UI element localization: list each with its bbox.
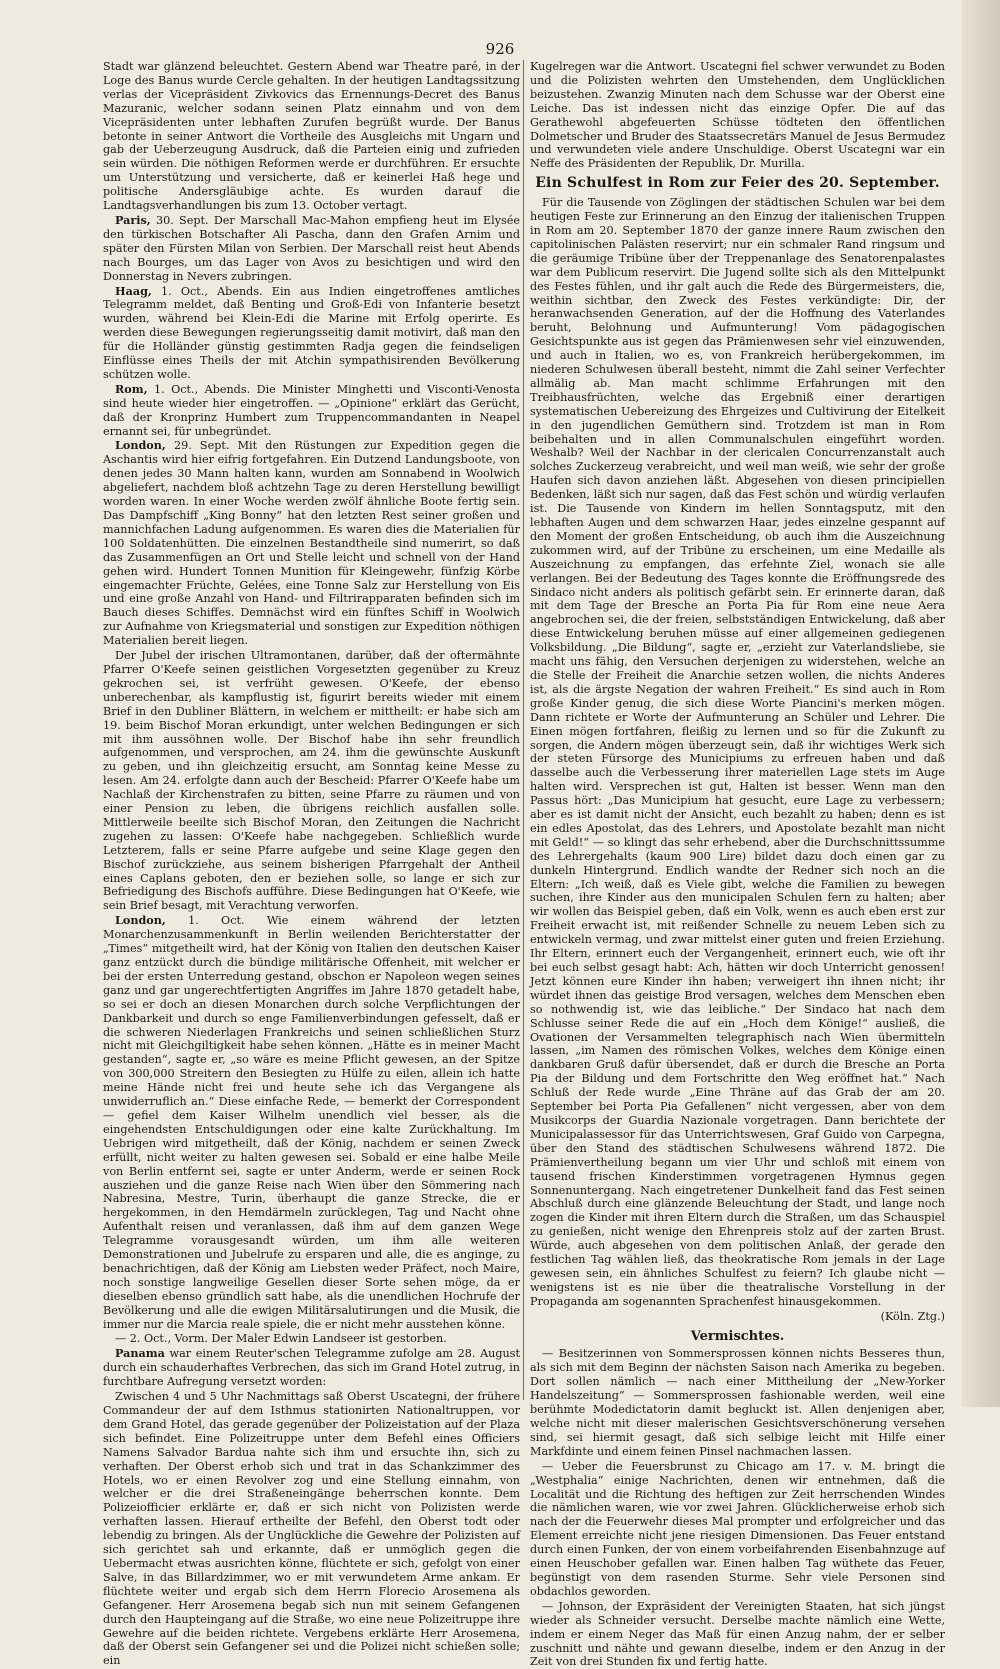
article-okeefe: Der Jubel der irischen Ultramontanen, darüber, daß der oftermähnte Pfarrer O'Keefe seinen geistlichen Vorgesetzten gegenüber zu Kreuz gekrochen sei, ist verfrüht gewesen. O'Keefe, der ebenso unberechenbar, als kampflustig ist, figurirt bereits wieder mit einem Brief in den Dubliner Blättern, in welchem er mittheilt: er habe sich am 19. beim Bischof Moran erkundigt, unter welchen Bedingungen er sich mit ihm aussöhnen wolle. Der Bischof habe ihn sehr freundlich aufgenommen, und versprochen, am 24. ihm die gewünschte Auskunft zu geben, und ihn gleichzeitig ersucht, am Sonntag keine Messe zu lesen. Am 24. erfolgte dann auch der Bescheid: Pfarrer O'Keefe habe um Nachlaß der Kirchenstrafen zu bitten, seine Pfarre zu räumen und von einer Pension zu leben, die übrigens reichlich ausfallen solle. Mittlerweile beeilte sich Bischof Moran, den Zeitungen die Nachricht zugehen zu lassen: O'Keefe habe nachgegeben. Schließlich wurde Letzterem, falls er seine Pfarre aufgebe und seine Klage gegen den Bischof zurückziehe, aus seinem bisherigen Pfarrgehalt der Antheil eines Caplans geboten, den er beziehen solle, so lange er sich zur Befriedigung des Bischofs aufführe. Diese Bedingungen hat O'Keefe, wie sein Brief besagt, mit Verachtung verworfen. <box>103 649 520 913</box>
article-panama-2: Zwischen 4 und 5 Uhr Nachmittags saß Oberst Uscategni, der frühere Commandeur der auf dem Isthmus stationirten Nationaltruppen, vor dem Grand Hotel, das gerade gegenüber der Polizeistation auf der Plaza sich befindet. Eine Polizeitruppe unter dem Befehl eines Officiers Namens Salvador Bardua nahte sich ihm und ersuchte ihn, sich zu verhaften. Der Oberst erhob sich und trat in das Schankzimmer des Hotels, wo er einen Revolver zog und eine Stellung einnahm, von welcher er die drei Straßeneingänge beherrschen konnte. Dem Polizeiofficier erklärte er, daß er sich nicht von Polizisten werde verhaften lassen. Hierauf ertheilte der Befehl, den Oberst todt oder lebendig zu bringen. Als der Unglückliche die Gewehre der Polizisten auf sich gerichtet sah und erkannte, daß er unmöglich gegen die Uebermacht etwas ausrichten könne, flüchtete er sich, gefolgt von einer Salve, in das Billardzimmer, wo er mit verwundetem Arme ankam. Er flüchtete weiter und ergab sich dem Herrn Florecio Arosemena als Gefangener. Herr Arosemena begab sich nun mit seinem Gefangenen durch den Haupteingang auf die Straße, wo eine neue Polizeitruppe ihre Gewehre auf die beiden richtete. Vergebens erklärte Herr Arosemena, daß der Oberst sein Gefangener sei und die Polizei nicht schießen solle; ein <box>103 1390 520 1668</box>
article-haag-text: 1. Oct., Abends. Ein aus Indien eingetroffenes amtliches Telegramm meldet, daß Benting und Groß-Edi von Infanterie besetzt wurden, während bei Klein-Edi die Marine mit Erfolg operirte. Es werden diese Bewegungen regierungsseitig damit motivirt, daß man den für die Holländer günstig gestimmten Radja gegen die feindseligen Einflüsse eines Theils der mit Atchin sympathisirenden Bevölkerung schützen wolle. <box>103 284 520 381</box>
article-rom <box>103 383 520 439</box>
heading-vermischtes: Vermischtes. <box>690 1328 785 1344</box>
heading-schulfest: Ein Schulfest in Rom zur Feier des 20. September. <box>535 175 940 192</box>
dateline-london-2: London, <box>115 913 166 928</box>
article-panama-text: war einem Reuter'schen Telegramme zufolge am 28. August durch ein schauderhaftes Verbrechen, das sich im Grand Hotel zutrug, in furchtbare Aufregung versetzt worden: <box>103 1347 520 1389</box>
article-schulfest: Für die Tausende von Zöglingen der städtischen Schulen war bei dem heutigen Feste zur Erinnerung an den Einzug der italienischen Truppen in Rom am 20. September 1870 der ganze innere Raum zwischen den capitolinischen Palästen reservirt; nur ein schmaler Rand ringsum und die geräumige Tribüne über der Treppenanlage des Senatorenpalastes war dem Publicum reservirt. Die Jugend sollte sich als den Mittelpunkt des Festes fühlen, und ihr galt auch die Rede des Bürgermeisters, die, weithin sichtbar, den Zweck des Festes verkündigte: Dir, der heranwachsenden Generation, auf der die Hoffnung des Vaterlandes beruht, Belohnung und Aufmunterung! Vom pädagogischen Gesichtspunkte aus ist gegen das Prämienwesen sehr viel einzuwenden, und auch in Italien, wo es, von Frankreich herübergekommen, im niederen Schulwesen überall besteht, nimmt die Zahl seiner Verfechter allmälig ab. Man macht schlimme Erfahrungen mit den Treibhausfrüchten, welche das Ergebniß einer derartigen systematischen Uebereizung des Ehrgeizes und Cultivirung der Eitelkeit in den jugendlichen Gemüthern sind. Trotzdem ist man in Rom beibehalten und in allen Communalschulen eingeführt worden. Weshalb? Weil der Nachbar in der clericalen Concurrenzanstalt auch solches Zuckerzeug verabreicht, und weil man weiß, wie sehr der große Haufen sich davon anziehen läßt. Abgesehen von diesen principiellen Bedenken, läßt sich nur sagen, daß das Fest schön und würdig verlaufen ist. Die Tausende von Kindern im hellen Sonntagsputz, mit den lebhaften Augen und dem schwarzen Haar, jedes einzelne gespannt auf den Moment der großen Entscheidung, ob auch ihm die Auszeichnung zukommen wird, auf der Tribüne zu erscheinen, um eine Medaille als Auszeichnung zu empfangen, das erfehnte Ziel, wonach sie alle verlangen. Bei der Bedeutung des Tages konnte die Eröffnungsrede des Sindaco nicht anders als politisch gefärbt sein. Er erinnerte daran, daß mit dem Tage der Bresche an Porta Pia für Rom eine neue Aera angebrochen sei, die der freien, selbstständigen Entwickelung, daß aber diese Entwickelung beruhen müsse auf einer allgemeinen gediegenen Volksbildung. „Die Bildung“, sagte er, „erzieht zur Vaterlandsliebe, sie macht uns fähig, den Versuchen derjenigen zu widerstehen, welche an die Stelle der Freiheit die Anarchie setzen wollen, die nichts Anderes ist, als die ärgste Negation der wahren Freiheit.“ Es sind auch in Rom große Kinder genug, die sich diese Worte Piancini's merken mögen. Dann richtete er Worte der Aufmunterung an Schüler und Lehrer. Die Einen mögen fortfahren, fleißig zu lernen und so für die Zukunft zu sorgen, die Andern mögen überzeugt sein, daß ihr wichtiges Werk sich der steten Fürsorge des Municipiums zu erfreuen haben und daß dasselbe auch die Verbesserung ihrer materiellen Lage stets im Auge halten wird. Versprechen ist gut, Halten ist besser. Wenn man den Passus hört: „Das Municipium hat gesucht, eure Lage zu verbessern; aber es ist damit nicht der Ansicht, euch bezahlt zu haben; denn es ist ein edles Apostolat, das des Lehrers, und Apostolate bezahlt man nicht mit Geld!“ — so klingt das sehr erhebend, aber die Durchschnittssumme des Lehrergehalts (kaum 900 Lire) bildet dazu doch einen gar zu dunkeln Hintergrund. Endlich wandte der Redner sich noch an die Eltern: „Ich weiß, daß es Viele gibt, welche die Familien zu bewegen suchen, ihre Kinder aus den municipalen Schulen fern zu halten; aber wir wollen das Beispiel geben, daß ein Volk, wenn es auch eben erst zur Freiheit erwacht ist, mit reißender Schnelle zu neuem Leben sich zu entwickeln vermag, und zwar mittelst einer guten und freien Erziehung. Ihr Eltern, erinnert euch der Vergangenheit, erinnert euch, wie oft ihr bei euch selbst gesagt habt: Ach, hätten wir doch Unterricht genossen! Jetzt können eure Kinder ihn haben; verweigert ihn ihnen nicht; ihr würdet ihnen das geistige Brod versagen, welches dem Menschen eben so nothwendig ist, wie das leibliche.“ Der Sindaco hat nach dem Schlusse seiner Rede die auf ein „Hoch dem Könige!“ ausließ, die Ovationen der Versammelten telegraphisch nach Wien übermitteln lassen, „im Namen des römischen Volkes, welches dem Könige einen dankbaren Gruß dafür übersendet, daß er durch die Bresche an Porta Pia der Bildung und dem Fortschritte den Weg eröffnet hat.“ Nach Schluß der Rede wurde „Eine Thräne auf das Grab der am 20. September bei Porta Pia Gefallenen“ nicht vergessen, aber von dem Musikcorps der Guardia Nazionale vorgetragen. Dann berichtete der Municipalassessor für das Unterrichtswesen, Graf Guido von Carpegna, über den Stand des städtischen Schulwesens während 1872. Die Prämienvertheilung begann um vier Uhr und schloß mit einem von tausend frischen Kinderstimmen vorgetragenen Hymnus gegen Sonnenuntergang. Nach eingetretener Dunkelheit fand das Fest seinen Abschluß durch eine glänzende Beleuchtung der Stadt, und lange noch zogen die Kinder mit ihren Eltern durch die Straßen, um das Schauspiel zu genießen, nicht wenige den Ehrenpreis stolz auf der zarten Brust. Würde, auch abgesehen von dem politischen Anlaß, der gerade den festlichen Tag wählen ließ, das theokratische Rom jemals in der Lage gewesen sein, ein ähnliches Schulfest zu feiern? Ich glaube nicht — wenigstens ist es nie über die theatralische Vorstellung in der Propaganda am sogenannten Sprachenfest hinausgekommen. <box>530 196 945 1308</box>
article-haag <box>103 285 520 382</box>
page-edge-shadow <box>962 0 1000 1407</box>
dateline-paris: Paris, <box>115 212 151 227</box>
article-rom-text: 1. Oct., Abends. Die Minister Minghetti und Visconti-Venosta sind heute wieder hier eingetroffen. — „Opinione“ erklärt das Gerücht, daß der Kronprinz Humbert zum Truppencommandanten in Neapel ernannt sei, für unbegründet. <box>103 382 520 438</box>
dateline-london-1: London, <box>115 438 166 453</box>
article-london-2 <box>103 914 520 1331</box>
article-paris-text: 30. Sept. Der Marschall Mac-Mahon empfieng heut im Elysée den türkischen Botschafter Ali Pascha, dann den Grafen Arnim und später den Fürsten Milan von Serbien. Der Marschall reist heut Abends nach Bourges, um das Lager von Avos zu besichtigen und wird den Donnerstag in Nevers zubringen. <box>103 213 520 283</box>
article-agram-continued: Stadt war glänzend beleuchtet. Gestern Abend war Theatre paré, in der Loge des Banus wurde Cercle gehalten. In der heutigen Landtagssitzung verlas der Vicepräsident Zivkovics das Ernennungs-Decret des Banus Mazuranic, welcher sodann seinen Platz einnahm und von dem Vicepräsidenten unter lebhaften Zurufen begrüßt wurde. Der Banus betonte in seiner Antwort die Vortheile des Ausgleichs mit Ungarn und gab der Ueberzeugung Ausdruck, daß die Parteien einig und zufrieden sein würden. Die nöthigen Reformen werde er durchführen. Er ersuchte um Unterstützung und versicherte, daß er keinerlei Haß hege und politische Andersgläubige achte. Es wurden darauf die Landtagsverhandlungen bis zum 13. October vertagt. <box>103 60 520 213</box>
article-landseer: — 2. Oct., Vorm. Der Maler Edwin Landseer ist gestorben. <box>115 1332 447 1346</box>
article-panama-continued: Kugelregen war die Antwort. Uscategni fiel schwer verwundet zu Boden und die Polizisten wehrten den Umstehenden, dem Unglücklichen beizustehen. Zwanzig Minuten nach dem Schusse war der Oberst eine Leiche. Das ist indessen nicht das einzige Opfer. Die auf das Gerathewohl abgefeuerten Schüsse tödteten den öffentlichen Dolmetscher und Bruder des Staatssecretärs Manuel de Jesus Bermudez und verwundeten viele andere Unschuldige. Oberst Uscategni war ein Neffe des Präsidenten der Republik, Dr. Murilla. <box>530 60 945 171</box>
article-johnson: — Johnson, der Expräsident der Vereinigten Staaten, hat sich jüngst wieder als Schneider versucht. Derselbe machte nämlich eine Wette, indem er einem Neger das Maß für einen Anzug nahm, der er selber zuschnitt und nähte und gewann dieselbe, indem er den Anzug in der Zeit von drei Stunden fix und fertig hatte. <box>530 1599 945 1669</box>
article-paris <box>103 214 520 284</box>
article-sommersprossen: — Besitzerinnen von Sommersprossen können nichts Besseres thun, als sich mit dem Beginn der nächsten Saison nach Amerika zu begeben. Dort sollen nämlich — nach einer Mittheilung der „New-Yorker Handelszeitung“ — Sommersprossen fashionable werden, weil eine berühmte Modedictatorin damit begluckt ist. Allen denjenigen aber, welche nicht mit dieser malerischen Gesichtsverschönerung versehen sind, sei hiermit gesagt, daß sich selbige leicht mit Hilfe einer Markfdinte und einem feinen Pinsel nachmachen lassen. <box>530 1347 945 1458</box>
dateline-panama: Panama <box>115 1346 165 1361</box>
article-panama <box>103 1347 520 1389</box>
article-london-1-text: 29. Sept. Mit den Rüstungen zur Expedition gegen die Aschantis wird hier eifrig fortgefahren. Ein Dutzend Landungsboote, von denen jedes 30 Mann halten kann, wurden am Sonnabend in Woolwich abgeliefert, nachdem bloß achtzehn Tage zu deren Herstellung bewilligt worden waren. In einer Woche werden zwölf ähnliche Boote fertig sein. Das Dampfschiff „King Bonny“ hat den letzten Rest seiner großen und mannichfachen Ladung aufgenommen. Es waren dies die Materialien für 100 Soldatenhütten. Die einzelnen Bestandtheile sind numerirt, so daß das Zusammenfügen an Ort und Stelle leicht und schnell von der Hand gehen wird. Hundert Tonnen Munition für Kleingewehr, fünfzig Körbe eingemachter Früchte, Gelées, eine Tonne Salz zur Herstellung von Eis und eine große Anzahl von Hand- und Filtrirapparaten befinden sich im Bauch dieses Schiffes. Demnächst wird ein fünftes Schiff in Woolwich zur Aufnahme von Kriegsmaterial und sonstigen zur Expedition nöthigen Materialien bereit liegen. <box>103 439 520 648</box>
page-number: 926 <box>485 40 515 58</box>
dateline-rom: Rom, <box>115 381 148 396</box>
article-feuersbrunst: — Ueber die Feuersbrunst zu Chicago am 17. v. M. bringt die „Westphalia“ einige Nachrichten, denen wir entnehmen, daß die Localität und die Richtung des heftigen zur Zeit herrschenden Windes die nämlichen waren, wie vor zwei Jahren. Glücklicherweise erhob sich nach der die Feuerwehr dieses Mal prompter und erfolgreicher und das Element erreichte nicht jene riesigen Dimensionen. Das Feuer entstand durch einen Funken, der von einem vorbeifahrenden Eisenbahnzuge auf einen Heuschober gefallen war. Einen halben Tag wüthete das Feuer, begünstigt von dem rasenden Sturme. Sehr viele Personen sind obdachlos geworden. <box>530 1459 945 1598</box>
dateline-haag: Haag, <box>115 283 152 298</box>
column-divider <box>523 60 524 1400</box>
left-column <box>103 60 520 1668</box>
article-london-1 <box>103 439 520 648</box>
article-london-2-text: 1. Oct. Wie einem während der letzten Monarchenzusammenkunft in Berlin weilenden Berichterstatter der „Times“ mitgetheilt wird, hat der König von Italien den deutschen Kaiser ganz entzückt durch die bündige militärische Offenheit, mit welcher er bei der ersten Unterredung gestand, obschon er Napoleon wegen seines ganz und gar ungerechtfertigten Angriffes im Jahre 1870 getadelt habe, so sei er doch an diesen Monarchen durch solche Verpflichtungen der Dankbarkeit und durch so enge Familienverbindungen gefesselt, daß er die schweren Niederlagen Frankreichs und seinen schließlichen Sturz nicht mit Gleichgiltigkeit habe sehen können. „Hätte es in meiner Macht gestanden“, sagte er, „so wäre es meine Pflicht gewesen, an der Spitze von 300,000 Streitern den Besiegten zu Hülfe zu eilen, allein ich hatte meine Hände nicht frei und heute sehe ich das Vergangene als unwiderruflich an.“ Diese einfache Rede, — bemerkt der Correspondent — gefiel dem Kaiser Wilhelm unendlich viel besser, als die eingehendsten Entschuldigungen oder eine kalte Zurückhaltung. Im Uebrigen wird mitgetheilt, daß der König, nachdem er seinen Zweck erfüllt, nicht weiter zu halten gewesen sei. Sobald er eine halbe Meile von Berlin entfernt sei, sagte er unter Anderm, werde er seinen Rock ausziehen und die ganze Reise nach Wien über den Sömmering nach Nabresina, Mestre, Turin, überhaupt die ganze Strecke, die er hergekommen, in den Hemdärmeln zurücklegen, Tag und Nacht ohne Aufenthalt reisen und veranlassen, daß ihm auf dem ganzen Wege Telegramme vorausgesandt würden, um ihm alle weiteren Demonstrationen und Jubelrufe zu ersparen und alle, die es anginge, zu benachrichtigen, daß der König am Liebsten weder Präfect, noch Maire, noch sonstige langweilige Gesellen dieser Sorte sehen möge, da er dieselben ebenso gründlich satt habe, als die unendlichen Hochrufe der Bevölkerung und alle die ewigen Militärsalutirungen und die Musik, die immer nur die Marcia reale spiele, die er nicht mehr ausstehen könne. <box>103 914 520 1331</box>
source-credit: (Köln. Ztg.) <box>880 1309 945 1323</box>
right-column <box>530 60 945 1669</box>
